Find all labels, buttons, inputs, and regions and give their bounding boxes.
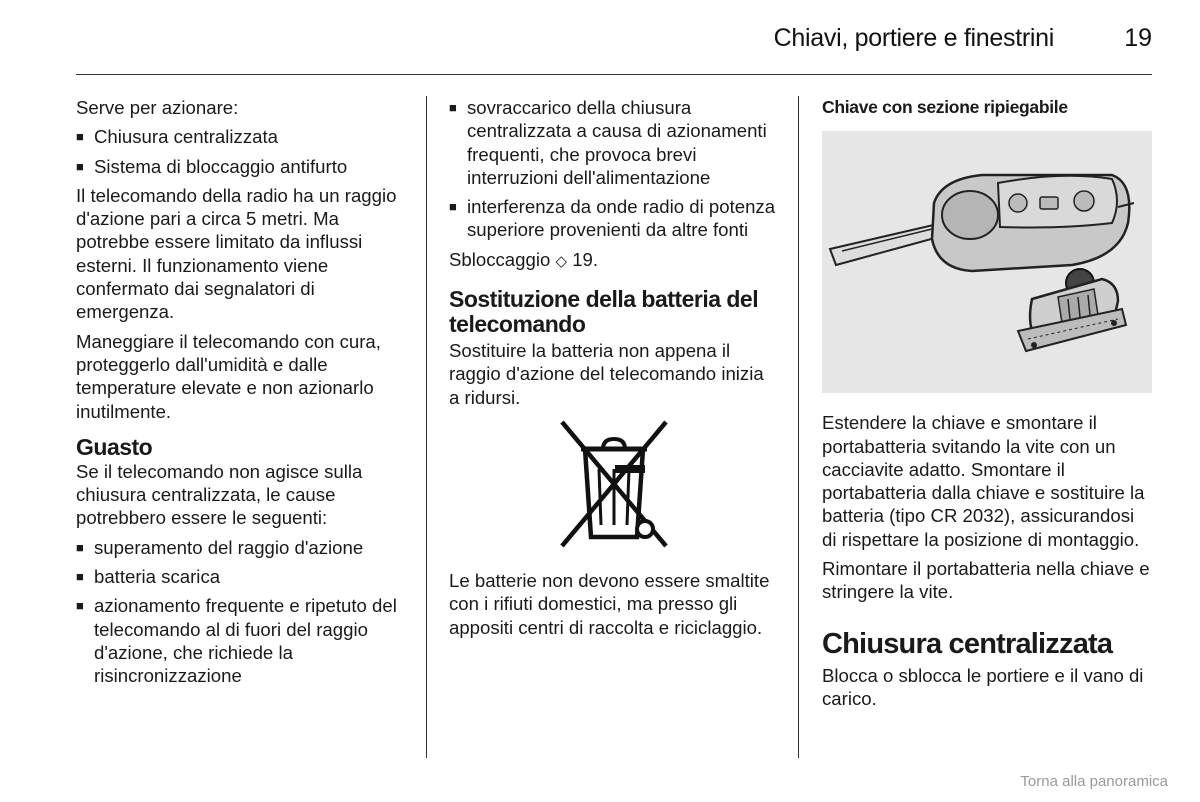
column-divider (798, 96, 799, 758)
header-divider (76, 74, 1152, 75)
list-item: ■ Chiusura centralizzata (76, 126, 278, 148)
battery-paragraph: Sostituire la batteria non appena il raggio d'azione del telecomando inizia a ridursi. (449, 340, 764, 408)
folding-key-image (822, 131, 1152, 393)
bullet-icon: ■ (76, 129, 84, 145)
list-item: ■ interferenza da onde radio di potenza superiore provenienti da altre fonti (449, 196, 776, 241)
bullet-icon: ■ (449, 100, 457, 115)
intro-text: Serve per azionare: (76, 97, 239, 118)
key-illustration (822, 131, 1152, 393)
steps-paragraph: Estendere la chiave e smontare il portabatteria svitando la vite con un cacciavite adatto. Smontare il portabatteria dalla chiave e sostituire la batteria (tipo CR 2032), assicurandosi di rispettare la posizione di montaggio. (822, 412, 1145, 550)
unlock-reference[interactable]: Sbloccaggio ◇ 19. (449, 248, 599, 270)
column-2 (449, 96, 779, 645)
list-item: ■ superamento del raggio d'azione (76, 536, 364, 558)
bullet-icon: ■ (449, 199, 457, 215)
column-3 (822, 96, 1152, 716)
page-header-title: Chiavi, portiere e finestrini (773, 24, 1054, 52)
bullet-icon: ■ (76, 539, 84, 555)
crossed-bin-image (449, 419, 779, 549)
disposal-paragraph: Le batterie non devono essere smaltite con i rifiuti domestici, ma presso gli appositi centri di raccolta e riciclaggio. (449, 569, 770, 638)
central-locking-paragraph: Blocca o sblocca le portiere e il vano di carico. (822, 664, 1144, 709)
fault-intro: Se il telecomando non agisce sulla chiusura centralizzata, le cause potrebbero essere le seguenti: (76, 460, 363, 529)
fault-heading: Guasto (76, 433, 153, 460)
back-to-overview-link[interactable]: Torna alla panoramica (1020, 773, 1168, 790)
range-paragraph: Il telecomando della radio ha un raggio d'azione pari a circa 5 metri. Ma potrebbe essere limitato da influssi esterni. Il funzionamento viene confermato dai segnalatori di emergenza. (76, 184, 397, 323)
list-item: ■ sovraccarico della chiusura centralizzata a causa di azionamenti frequenti, che provoca brevi interruzioni dell'alimentazione (449, 97, 767, 188)
bullet-icon: ■ (76, 598, 84, 614)
recycle-bin-icon (559, 419, 669, 549)
bullet-icon: ■ (76, 569, 84, 585)
list-item: ■ batteria scarica (76, 566, 221, 588)
column-1 (76, 96, 406, 694)
central-locking-heading: Chiusura centralizzata (822, 627, 1113, 660)
list-item: ■ azionamento frequente e ripetuto del telecomando al di fuori del raggio d'azione, che richiede la risincronizzazione (76, 595, 397, 687)
page-number: 19 (1124, 24, 1152, 52)
page-reference-icon: ◇ (555, 252, 568, 270)
bullet-icon: ■ (76, 158, 84, 174)
care-paragraph: Maneggiare il telecomando con cura, proteggerlo dall'umidità e dalle temperature elevate e non azionarlo inutilmente. (76, 330, 381, 422)
figure-title: Chiave con sezione ripiegabile (822, 97, 1068, 117)
battery-heading: Sostituzione della batteria del telecomando (449, 286, 759, 338)
column-divider (426, 96, 427, 758)
refit-paragraph: Rimontare il portabatteria nella chiave e stringere la vite. (822, 558, 1150, 603)
list-item: ■ Sistema di bloccaggio antifurto (76, 155, 348, 177)
